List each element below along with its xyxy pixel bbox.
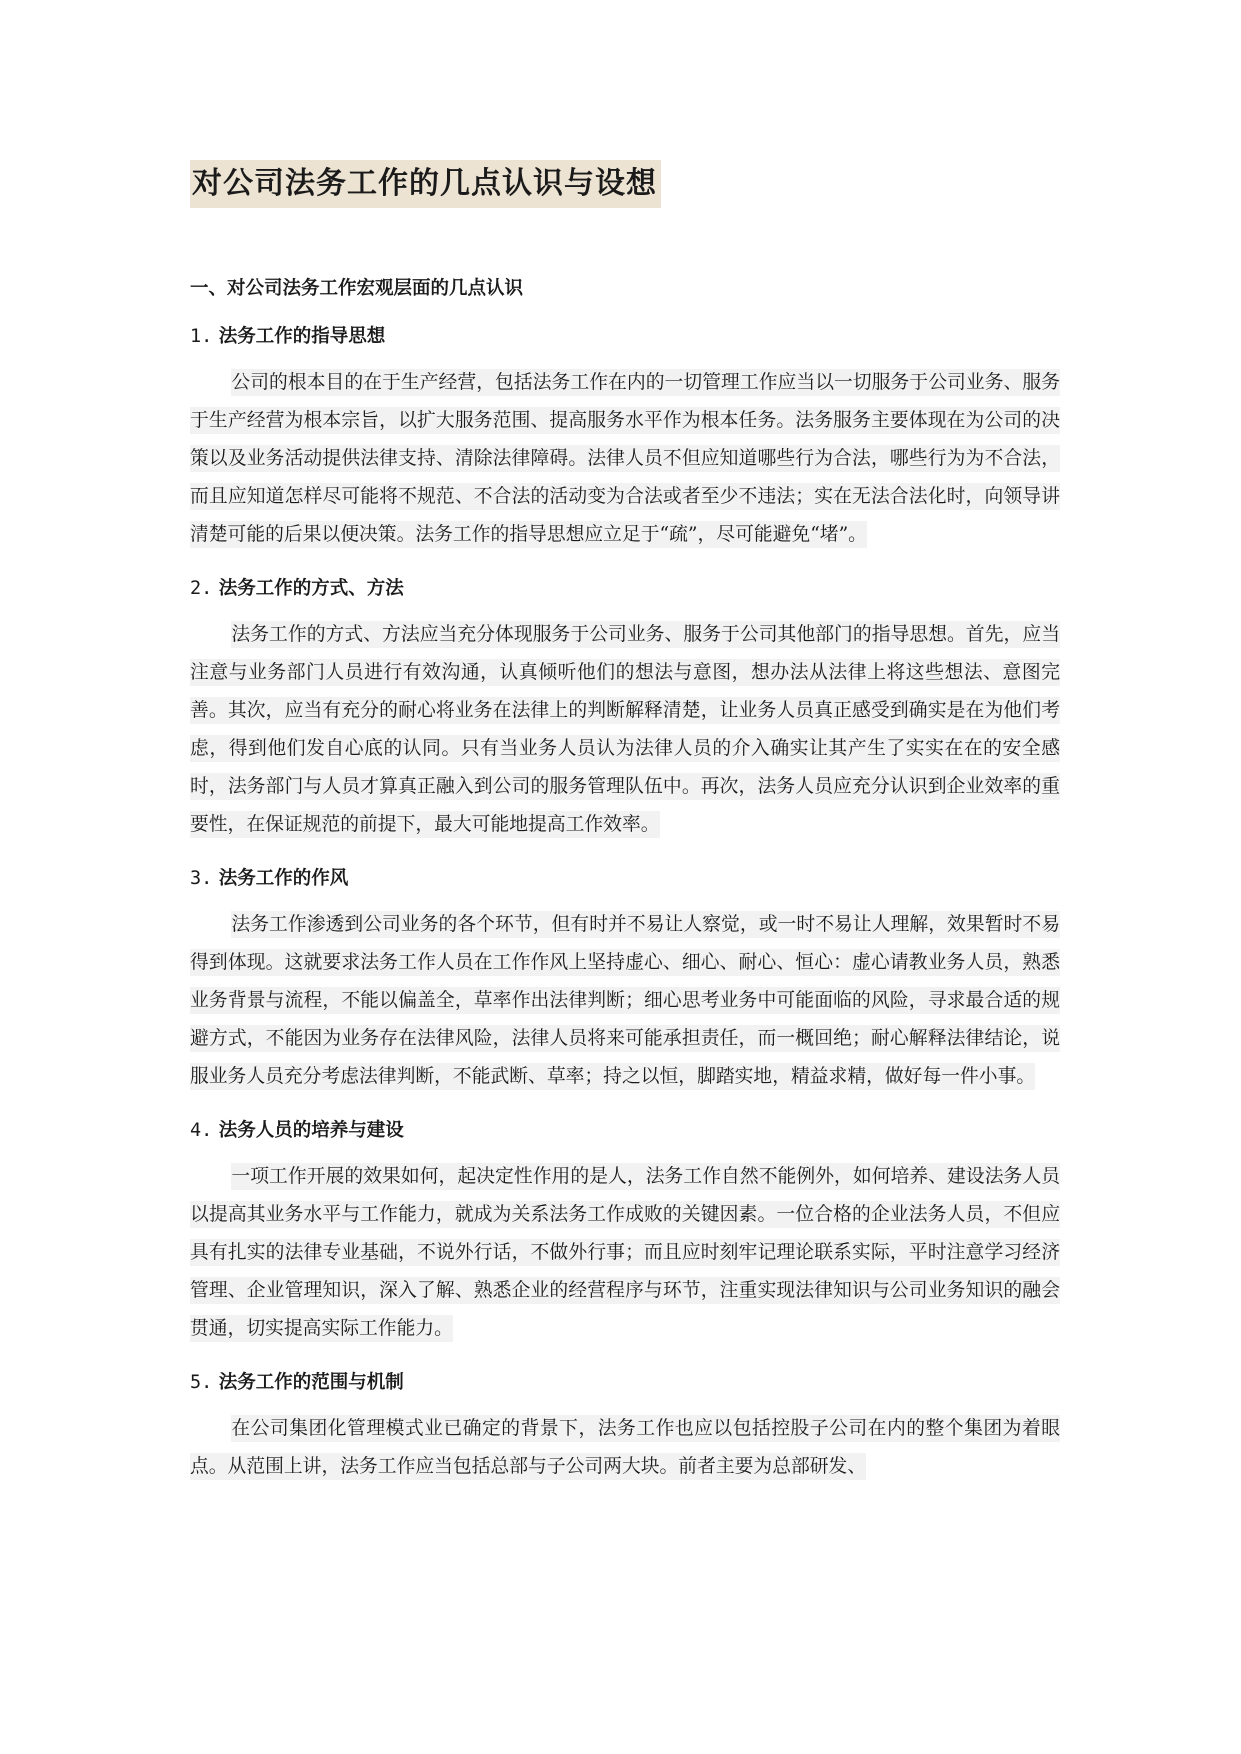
item-heading-text: 法务人员的培养与建设 <box>218 1120 404 1141</box>
item-number: 5. <box>190 1372 213 1393</box>
item-heading <box>190 1370 1060 1396</box>
item-paragraph <box>190 616 1060 844</box>
document-title: 对公司法务工作的几点认识与设想 <box>190 160 661 208</box>
section-heading: 一、对公司法务工作宏观层面的几点认识 <box>190 278 524 299</box>
paragraph-text: 法务工作的方式、方法应当充分体现服务于公司业务、服务于公司其他部门的指导思想。首先，应当注意与业务部门人员进行有效沟通，认真倾听他们的想法与意图，想办法从法律上将这些想法、意图完善。其次，应当有充分的耐心将业务在法律上的判断解释清楚，让业务人员真正感受到确实是在为他们考虑，得到他们发自心底的认同。只有当业务人员认为法律人员的介入确实让其产生了实实在在的安全感时，法务部门与人员才算真正融入到公司的服务管理队伍中。再次，法务人员应充分认识到企业效率的重要性，在保证规范的前提下，最大可能地提高工作效率。 <box>190 621 1060 838</box>
item-number: 1. <box>190 326 213 347</box>
paragraph-text: 在公司集团化管理模式业已确定的背景下，法务工作也应以包括控股子公司在内的整个集团为着眼点。从范围上讲，法务工作应当包括总部与子公司两大块。前者主要为总部研发、 <box>190 1415 1060 1480</box>
item-paragraph <box>190 906 1060 1096</box>
item-2 <box>190 576 1060 844</box>
item-number: 4. <box>190 1120 213 1141</box>
item-heading <box>190 866 1060 892</box>
item-5 <box>190 1370 1060 1486</box>
paragraph-text: 法务工作渗透到公司业务的各个环节，但有时并不易让人察觉，或一时不易让人理解，效果暂时不易得到体现。这就要求法务工作人员在工作作风上坚持虚心、细心、耐心、恒心：虚心请教业务人员，熟悉业务背景与流程，不能以偏盖全，草率作出法律判断；细心思考业务中可能面临的风险，寻求最合适的规避方式，不能因为业务存在法律风险，法律人员将来可能承担责任，而一概回绝；耐心解释法律结论，说服业务人员充分考虑法律判断，不能武断、草率；持之以恒，脚踏实地，精益求精，做好每一件小事。 <box>190 911 1060 1090</box>
item-heading <box>190 324 1060 350</box>
item-1 <box>190 324 1060 554</box>
item-heading-text: 法务工作的范围与机制 <box>218 1372 404 1393</box>
item-paragraph <box>190 1158 1060 1348</box>
item-4 <box>190 1118 1060 1348</box>
item-heading-text: 法务工作的指导思想 <box>218 326 386 347</box>
item-heading-text: 法务工作的作风 <box>218 868 349 889</box>
item-paragraph <box>190 1410 1060 1486</box>
paragraph-text: 一项工作开展的效果如何，起决定性作用的是人，法务工作自然不能例外，如何培养、建设法务人员以提高其业务水平与工作能力，就成为关系法务工作成败的关键因素。一位合格的企业法务人员，不但应具有扎实的法律专业基础，不说外行话，不做外行事；而且应时刻牢记理论联系实际，平时注意学习经济管理、企业管理知识，深入了解、熟悉企业的经营程序与环节，注重实现法律知识与公司业务知识的融会贯通，切实提高实际工作能力。 <box>190 1163 1060 1342</box>
document-page <box>190 160 1060 1486</box>
item-paragraph <box>190 364 1060 554</box>
item-heading <box>190 1118 1060 1144</box>
paragraph-text: 公司的根本目的在于生产经营，包括法务工作在内的一切管理工作应当以一切服务于公司业务、服务于生产经营为根本宗旨，以扩大服务范围、提高服务水平作为根本任务。法务服务主要体现在为公司的决策以及业务活动提供法律支持、清除法律障碍。法律人员不但应知道哪些行为合法，哪些行为为不合法，而且应知道怎样尽可能将不规范、不合法的活动变为合法或者至少不违法；实在无法合法化时，向领导讲清楚可能的后果以便决策。法务工作的指导思想应立足于“疏”，尽可能避免“堵”。 <box>190 369 1060 548</box>
item-heading <box>190 576 1060 602</box>
item-number: 2. <box>190 578 213 599</box>
item-3 <box>190 866 1060 1096</box>
item-number: 3. <box>190 868 213 889</box>
item-heading-text: 法务工作的方式、方法 <box>218 578 404 599</box>
